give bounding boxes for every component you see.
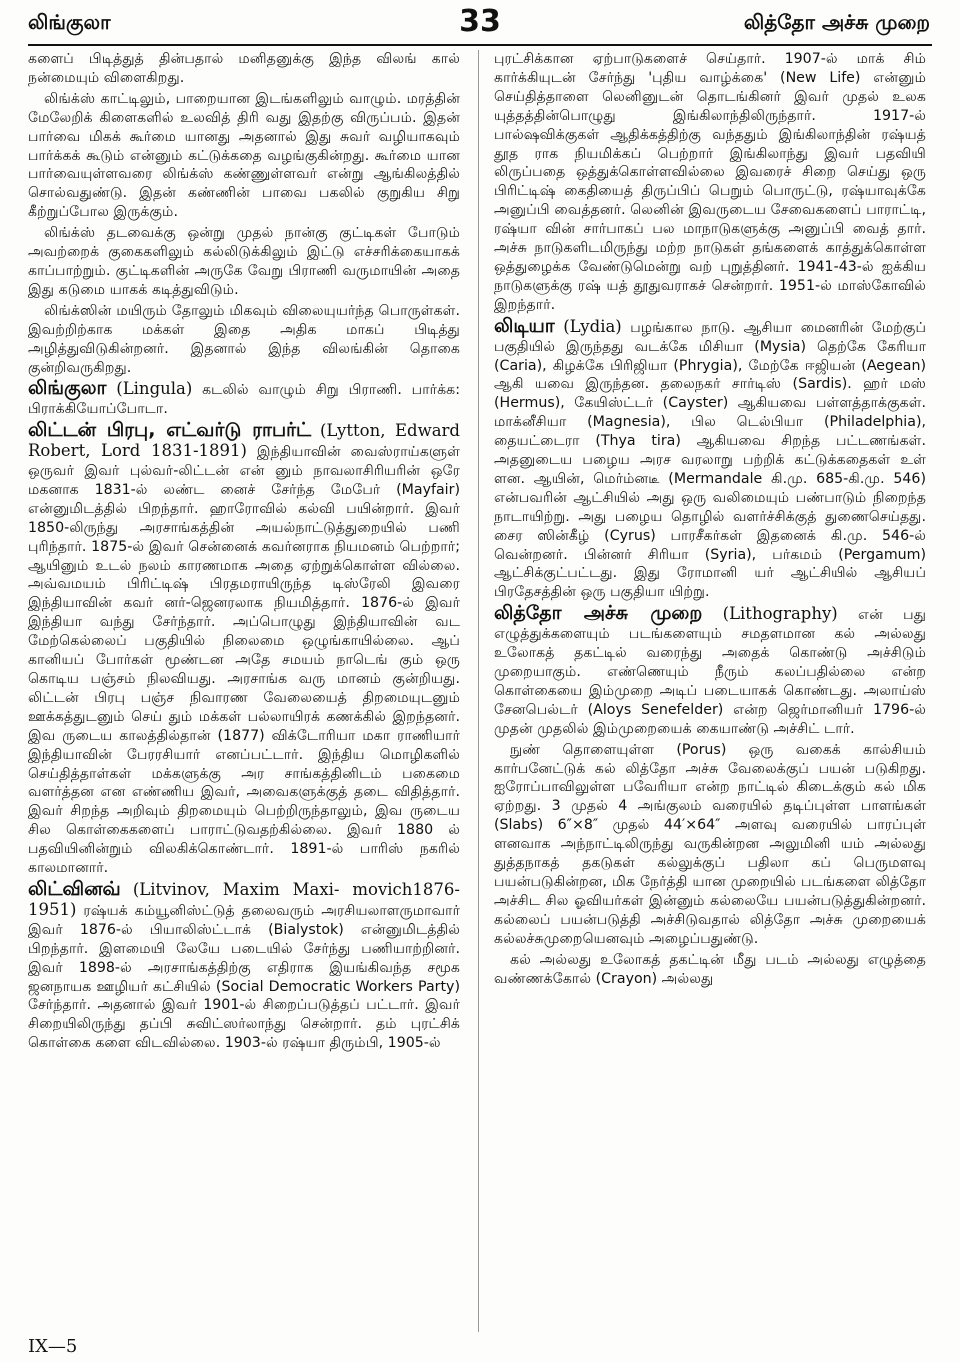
headword-lithography: லித்தோ அச்சு முறை [494, 602, 703, 625]
left-column [28, 50, 460, 1332]
entry-lingula [28, 379, 460, 419]
lynx-paragraph-2: லிங்க்ஸ் காட்டிலும், பாறையான இடங்களிலும் வாழும். மரத்தின் மேலேறிக் கிளைகளில் உலவித் திரி வது இதற்கு விருப்பம். இதன் பார்வை மிகக் கூர்மை யானது அதனால் இது சுவர் வழியாகவும் பார்க்கக் கூடும் என்னும் கட்டுக்கதை வழங்குகின்றது. கூர்மை யான பார்வையுள்ளவரை லிங்க்ஸ் கண்ணுள்ளவர் என்று ஆங்கிலத்தில் சொல்வதுண்டு. இதன் கண்ணின் பாவை பகலில் குறுகிய சிறு கீற்றுப்போல இருக்கும். [28, 90, 460, 221]
entry-lytton [28, 421, 460, 878]
lynx-paragraph-4: லிங்க்ஸின் மயிரும் தோலும் மிகவும் விலையுயர்ந்த பொருள்கள். இவற்றிற்காக மக்கள் இதை அதிக மாகப் பிடித்து அழித்துவிடுகின்றனர். இதனால் இந்த விலங்கின் தொகை குன்றிவருகிறது. [28, 302, 460, 376]
lynx-paragraph-1: களைப் பிடித்துத் தின்பதால் மனிதனுக்கு இந்த விலங் கால் நன்மையும் விளைகிறது. [28, 51, 460, 86]
text-lytton: இந்தியாவின் வைஸ்ராய்களுள் ஒருவர் இவர் புல்வர்-லிட்டன் என் னும் நாவலாசிரியரின் ஒரே மகனாக 1831-ல் லண்ட னைச் சேர்ந்த மேபேர் (Mayfair) என்னுமிடத்தில் பிறந்தார். ஹாரோவில் கல்வி பயின்றார். இவர் 1850-லிருந்து அரசாங்கத்தின் அயல்நாட்டுத்துறையில் பணி புரிந்தார். 1875-ல் இவர் சென்னைக் கவர்னராக நியமனம் பெற்றார்; ஆயினும் உடல் நலம் காரணமாக அதை ஏற்றுக்கொள்ள வில்லை. அவ்வமயம் பிரிட்டிஷ் பிரதமராயிருந்த டிஸ்ரேலி இவரை இந்தியாவின் கவர் னர்-ஜெனரலாக நியமித்தார். 1876-ல் இவர் இந்தியா வந்து சேர்ந்தார். அப்பொழுது இந்தியாவின் வட மேற்கெல்லைப் பகுதியில் நிலைமை ஒழுங்காயில்லை. ஆப் கானியப் போர்கள் மூண்டன அதே சமயம் நாடெங் கும் ஒரு கொடிய பஞ்சம் நிலவியது. அரசாங்க வரு மானம் குன்றியது. லிட்டன் பிரபு பஞ்ச நிவாரண வேலையைத் திறமையுடனும் ஊக்கத்துடனும் செய் தும் மக்கள் பல்லாயிரக் கணக்கில் இறந்தனர். இவ ருடைய காலத்தில்தான் (1877) விக்டோரியா மகா ராணியார் இந்தியாவின் பேரரசியார் எனப்பட்டார். இந்திய மொழிகளில் செய்தித்தாள்கள் மக்களுக்கு அர சாங்கத்தினிடம் பகைமை வளர்த்தன என எண்ணிய இவர், அவைகளுக்குத் தடை விதித்தார். இவர் சிறந்த அறிவும் திறமையும் பெற்றிருந்தாலும், இவ ருடைய சில கொள்கைகளைப் பாராட்டுவதற்கில்லை. இவர் 1880 ல் பதவியினின்றும் விலகிக்கொண்டார். 1891-ல் பாரிஸ் நகரில் காலமானார். [28, 444, 460, 877]
latin-lytton: (Lytton, Edward Robert, Lord 1831-1891) [28, 421, 460, 461]
latin-lydia: (Lydia) [563, 316, 622, 336]
entry-lydia [494, 314, 926, 603]
text-lithography-2: நுண் தொளையுள்ள (Porus) ஒரு வகைக் கால்சியம் கார்பனேட்டுக் கல் லித்தோ அச்சு வேலைக்குப் பயன் படுகிறது. ஐரோப்பாவிலுள்ள பவேரியா என்ற நாட்டில் கிடைக்கும் கல் மிக ஏற்றது. 3 முதல் 4 அங்குலம் வரையில் தடிப்புள்ள பாளங்கள் (Slabs) 6″×8″ முதல் 44′×64″ அளவு வரையில் பாரப்புள் ளனவாக அந்நாட்டிலிருந்து வருகின்றன அலுமினி யம் அல்லது துத்தநாகத் தகடுகள் கல்லுக்குப் பதிலா கப் பெருமளவு பயன்படுகின்றன, மிக நேர்த்தி யான முறையில் படங்களை லித்தோ அச்சிட சில ஓவியர்கள் இன்னும் கல்லையே பயன்படுத்துகின்றனர். கல்லைப் பயன்படுத்தி அச்சிடுவதால் லித்தோ அச்சு முறையைக் கல்லச்சுமுறையெனவும் அழைப்பதுண்டு. [494, 741, 926, 947]
headword-lingula: லிங்குலா [28, 377, 107, 400]
latin-lithography: (Lithography) [722, 604, 838, 624]
column-divider [478, 50, 479, 1332]
litvinov-continuation: புரட்சிக்கான ஏற்பாடுகளைச் செய்தார். 1907-ல் மாக் சிம் கார்க்கியுடன் சேர்ந்து 'புதிய வாழ்க்கை' (New Life) என்னும் செய்தித்தாளை லெனினுடன் தொடங்கினர் இவர் முதல் உலக யுத்தத்தின்பொழுது இங்கிலாந்திலிருந்தார். 1917-ல் பால்ஷவிக்குகள் ஆதிக்கத்திற்கு வந்ததும் இங்கிலாந்தின் ரஷ்யத் தூத ராக நியமிக்கப் பெற்றார் இங்கிலாந்து இவர் பதவியி லிருப்பதை ஒத்துக்கொள்ளவில்லை இவரைச் சிறை செய்து ஒரு பிரிட்டிஷ் கைதியைத் திருப்பிப் பெறும் பொருட்டு, ரஷ்யாவுக்கே அனுப்பி வைத்தனர். லெனின் இவருடைய சேவைகளைப் பாராட்டி, ரஷ்யா வின் சார்பாகப் பல மாநாடுகளுக்கு அனுப்பி வைத் தார். அச்சு நாடுகளிடமிருந்து மற்ற நாடுகள் தங்களைக் காத்துக்கொள்ள ஒத்துழைக்க வேண்டுமென்று வற் புறுத்தினர். 1941-43-ல் ஐக்கிய நாடுகளுக்கு ரஷ் யத் தூதுவராகச் சென்றார். 1951-ல் மாஸ்கோவில் இறந்தார். [494, 51, 926, 313]
lynx-paragraph-3: லிங்க்ஸ் தடவைக்கு ஒன்று முதல் நான்கு குட்டிகள் போடும் அவற்றைக் குகைகளிலும் கல்லிடுக்கிலும் இட்டு எச்சரிக்கையாகக் காப்பாற்றும். குட்டிகளின் அருகே வேறு பிராணி வருமாயின் அதை இது கடுமை யாகக் கடித்துவிடும். [28, 225, 460, 298]
header-rule [28, 44, 932, 46]
text-lydia: பழங்கால நாடு. ஆசியா மைனரின் மேற்குப் பகுதியில் இருந்தது வடக்கே மிசியா (Mysia) தெற்கே கேரியா (Caria), கிழக்கே பிரிஜியா (Phrygia), மேற்கே ஈஜியன் (Aegean) ஆகி யவை இருந்தன. தலைநகர் சார்டிஸ் (Sardis). ஹர் மஸ் (Hermus), கேயிஸ்ட்டர் (Cayster) ஆகியவை பள்ளத்தாக்குகள். மாக்னீசியா (Magnesia), பில டெல்பியா (Philadelphia), தையட்டைரா (Thya tira) ஆகியவை சிறந்த பட்டணங்கள். அதனுடைய பழைய அரச வரலாறு பற்றிக் கட்டுக்கதைகள் உள் ளன. ஆயின், மெர்ம்னடீ (Mermandale கி.மு. 685-கி.மு. 546) என்பவரின் ஆட்சியில் அது ஒரு வலிமையும் பண்பாடும் நிறைந்த நாடாயிற்று. அது பழைய தொழில் வளர்ச்சிக்குத் துணைசெய்தது. சைர ஸின்கீழ் (Cyrus) பாரசீகர்கள் இதனைக் கி.மு. 546-ல் வென்றனர். பின்னர் சிரியா (Syria), பர்கமம் (Pergamum) ஆட்சிக்குட்பட்டது. இது ரோமானி யர் ஆட்சியில் ஆசியப் பிரதேசத்தின் ஒரு பகுதியா யிற்று. [494, 319, 926, 601]
headword-lytton: லிட்டன் பிரபு, எட்வர்டு ராபர்ட் [28, 419, 312, 442]
latin-lingula: (Lingula) [116, 379, 193, 399]
entry-litvinov [28, 877, 460, 1053]
text-litvinov: ரஷ்யக் கம்யூனிஸ்ட்டுத் தலைவரும் அரசியலாளருமாவார் இவர் 1876-ல் பியாலிஸ்ட்டாக் (Bialystok) என்னுமிடத்தில் பிறந்தார். இளமையி லேயே படையில் சேர்ந்து பணியாற்றினர். இவர் 1898-ல் அரசாங்கத்திற்கு எதிராக இயங்கிவந்த சமூக ஜனநாயக ஊழியர் கட்சியில் (Social Democratic Workers Party) சேர்ந்தார். அதனால் இவர் 1901-ல் சிறைப்படுத்தப் பட்டார். இவர் சிறையிலிருந்து தப்பி சுவிட்ஸர்லாந்து சென்றார். தம் புரட்சிக் கொள்கை களை விடவில்லை. 1903-ல் ரஷ்யா திரும்பி, 1905-ல் [28, 902, 460, 1052]
entry-lithography [494, 604, 926, 738]
headword-litvinov: லிட்வினவ் [28, 877, 121, 900]
running-header [0, 4, 960, 48]
latin-litvinov: (Litvinov, Maxim Maxi- movich1876-1951) [28, 879, 460, 919]
headword-lydia: லிடியா [494, 314, 555, 337]
text-lithography-3: கல் அல்லது உலோகத் தகட்டின் மீது படம் அல்லது எழுத்தை வண்ணக்கோல் (Crayon) அல்லது [494, 951, 926, 987]
right-column [494, 50, 926, 1332]
header-right-title: லித்தோ அச்சு முறை [743, 10, 930, 34]
signature-mark: IX—5 [28, 1336, 78, 1357]
page-number: 33 [459, 4, 501, 39]
header-left-title: லிங்குலா [28, 10, 111, 34]
text-lithography-1: என் பது எழுத்துக்களையும் படங்களையும் சமதளமான கல் அல்லது உலோகத் தகட்டில் வரைந்து அதைக் கொண்டு அச்சிடும் முறையாகும். எண்ணெயும் நீரும் கலப்பதில்லை என்ற கொள்கையை இம்முறை அடிப் படையாகக் கொண்டது. அலாய்ஸ் சேனபெல்டர் (Aloys Senefelder) என்ற ஜெர்மானியர் 1796-ல் முதன் முதலில் இம்முறையைக் கையாண்டு அச்சிட் டார். [494, 607, 926, 737]
text-lingula: கடலில் வாழும் சிறு பிராணி. பார்க்க: பிராக்கியோப்போடா. [28, 382, 460, 418]
